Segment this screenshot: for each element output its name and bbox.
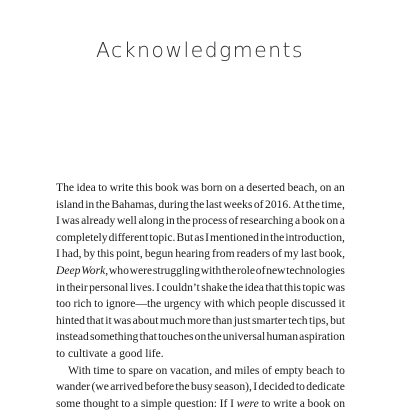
text-line: completely different topic. But as I mentioned in the introduction, <box>56 230 345 244</box>
text-line: wander (we arrived before the busy season), I decided to dedicate <box>56 380 345 394</box>
chapter-title: Acknowledgments <box>95 38 305 62</box>
text-line: With time to spare on vacation, and miles of empty beach to <box>68 363 345 377</box>
text-line: I had, by this point, begun hearing from readers of my last book, <box>56 247 345 261</box>
text-line: some thought to a simple question: If I were to write a book on <box>56 396 345 410</box>
text-line: island in the Bahamas, during the last weeks of 2016. At the time, <box>56 197 345 211</box>
text-line: too rich to ignore—the urgency with which people discussed it <box>56 297 345 311</box>
text-line: in their personal lives. I couldn’t shake the idea that this topic was <box>56 280 345 294</box>
text-line: instead something that touches on the universal human aspiration <box>56 330 345 344</box>
text-line: hinted that it was about much more than just smarter tech tips, but <box>56 313 345 327</box>
body-text <box>56 180 345 412</box>
text-line: I was already well along in the process of researching a book on a <box>56 214 345 228</box>
text-line: to cultivate a good life. <box>56 346 164 360</box>
text-line: The idea to write this book was born on a deserted beach, on an <box>56 181 345 194</box>
text-line: Deep Work, who were struggling with the role of new technologies <box>56 263 345 277</box>
